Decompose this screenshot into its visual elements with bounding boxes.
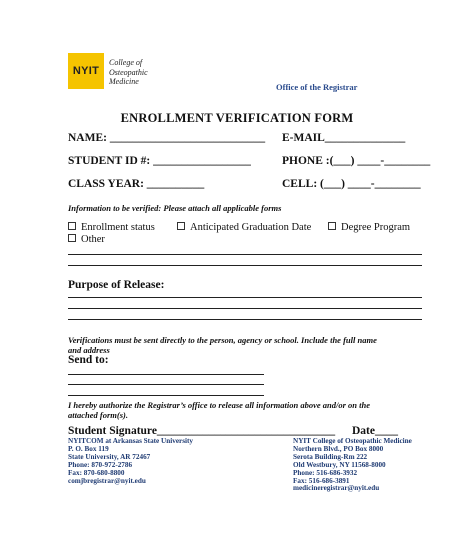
college-name xyxy=(109,58,148,87)
address-line[interactable] xyxy=(68,395,264,396)
logo-text: NYIT xyxy=(72,65,100,77)
footer-line: P. O. Box 119 xyxy=(68,444,109,453)
footer-line: Fax: 870-680-8800 xyxy=(68,468,125,477)
student-id-field[interactable]: STUDENT ID #: _________________ xyxy=(68,155,251,167)
name-field[interactable]: NAME: ___________________________ xyxy=(68,132,266,144)
footer-left-address xyxy=(68,438,193,485)
footer-line: Serota Building-Rm 222 xyxy=(293,452,368,461)
college-line: Medicine xyxy=(109,77,139,86)
signature-field[interactable]: Student Signature_______________________________ xyxy=(68,425,336,437)
option-label: Other xyxy=(81,234,105,245)
checkbox-icon[interactable] xyxy=(68,234,76,242)
authorization-note: I hereby authorize the Registrar’s office to release all information above and/or on the xyxy=(68,400,370,410)
address-line[interactable] xyxy=(68,374,264,375)
office-name: Office of the Registrar xyxy=(276,82,358,92)
nyit-logo xyxy=(68,53,104,89)
footer-email-link[interactable]: comjbregistrar@nyit.edu xyxy=(68,476,146,485)
footer-line: Phone: 870-972-2786 xyxy=(68,460,133,469)
option-degree[interactable] xyxy=(328,222,410,233)
option-label: Anticipated Graduation Date xyxy=(190,222,312,233)
purpose-line[interactable] xyxy=(68,308,422,309)
footer-line: Fax: 516-686-3891 xyxy=(293,476,350,485)
info-line[interactable] xyxy=(68,254,422,255)
purpose-line[interactable] xyxy=(68,319,422,320)
class-year-field[interactable]: CLASS YEAR: __________ xyxy=(68,178,205,190)
footer-line: NYITCOM at Arkansas State University xyxy=(68,437,193,445)
authorization-note-cont: attached form(s). xyxy=(68,410,128,420)
checkbox-icon[interactable] xyxy=(177,222,185,230)
footer-line: Phone: 516-686-3932 xyxy=(293,468,358,477)
send-to-label: Send to: xyxy=(68,354,109,366)
footer-right-address xyxy=(293,438,412,493)
verification-note: Verifications must be sent directly to the person, agency or school. Include the full name xyxy=(68,335,377,345)
college-line: Osteopathic xyxy=(109,67,148,77)
purpose-label: Purpose of Release: xyxy=(68,279,165,291)
address-line[interactable] xyxy=(68,384,264,385)
phone-field[interactable]: PHONE :(___) ____-________ xyxy=(282,155,431,167)
option-label: Enrollment status xyxy=(81,222,155,233)
verification-note-cont: and address xyxy=(68,345,110,355)
info-line[interactable] xyxy=(68,265,422,266)
purpose-line[interactable] xyxy=(68,297,422,298)
email-field[interactable]: E-MAIL______________ xyxy=(282,132,406,144)
college-line: College of xyxy=(109,58,143,67)
cell-field[interactable]: CELL: (___) ____-________ xyxy=(282,178,421,190)
footer-line: State University, AR 72467 xyxy=(68,452,151,461)
info-note: Information to be verified: Please attach all applicable forms xyxy=(68,203,282,213)
footer-line: NYIT College of Osteopathic Medicine xyxy=(293,437,412,445)
form-title: ENROLLMENT VERIFICATION FORM xyxy=(120,111,354,125)
option-enrollment[interactable] xyxy=(68,222,155,233)
footer-line: Northern Blvd., PO Box 8000 xyxy=(293,444,384,453)
checkbox-icon[interactable] xyxy=(68,222,76,230)
option-other[interactable] xyxy=(68,234,105,245)
date-field[interactable]: Date____ xyxy=(352,425,398,437)
footer-email-link[interactable]: medicineregistrar@nyit.edu xyxy=(293,484,380,493)
option-graduation[interactable] xyxy=(177,222,311,233)
checkbox-icon[interactable] xyxy=(328,222,336,230)
option-label: Degree Program xyxy=(341,222,411,233)
footer-line: Old Westbury, NY 11568-8000 xyxy=(293,460,386,469)
